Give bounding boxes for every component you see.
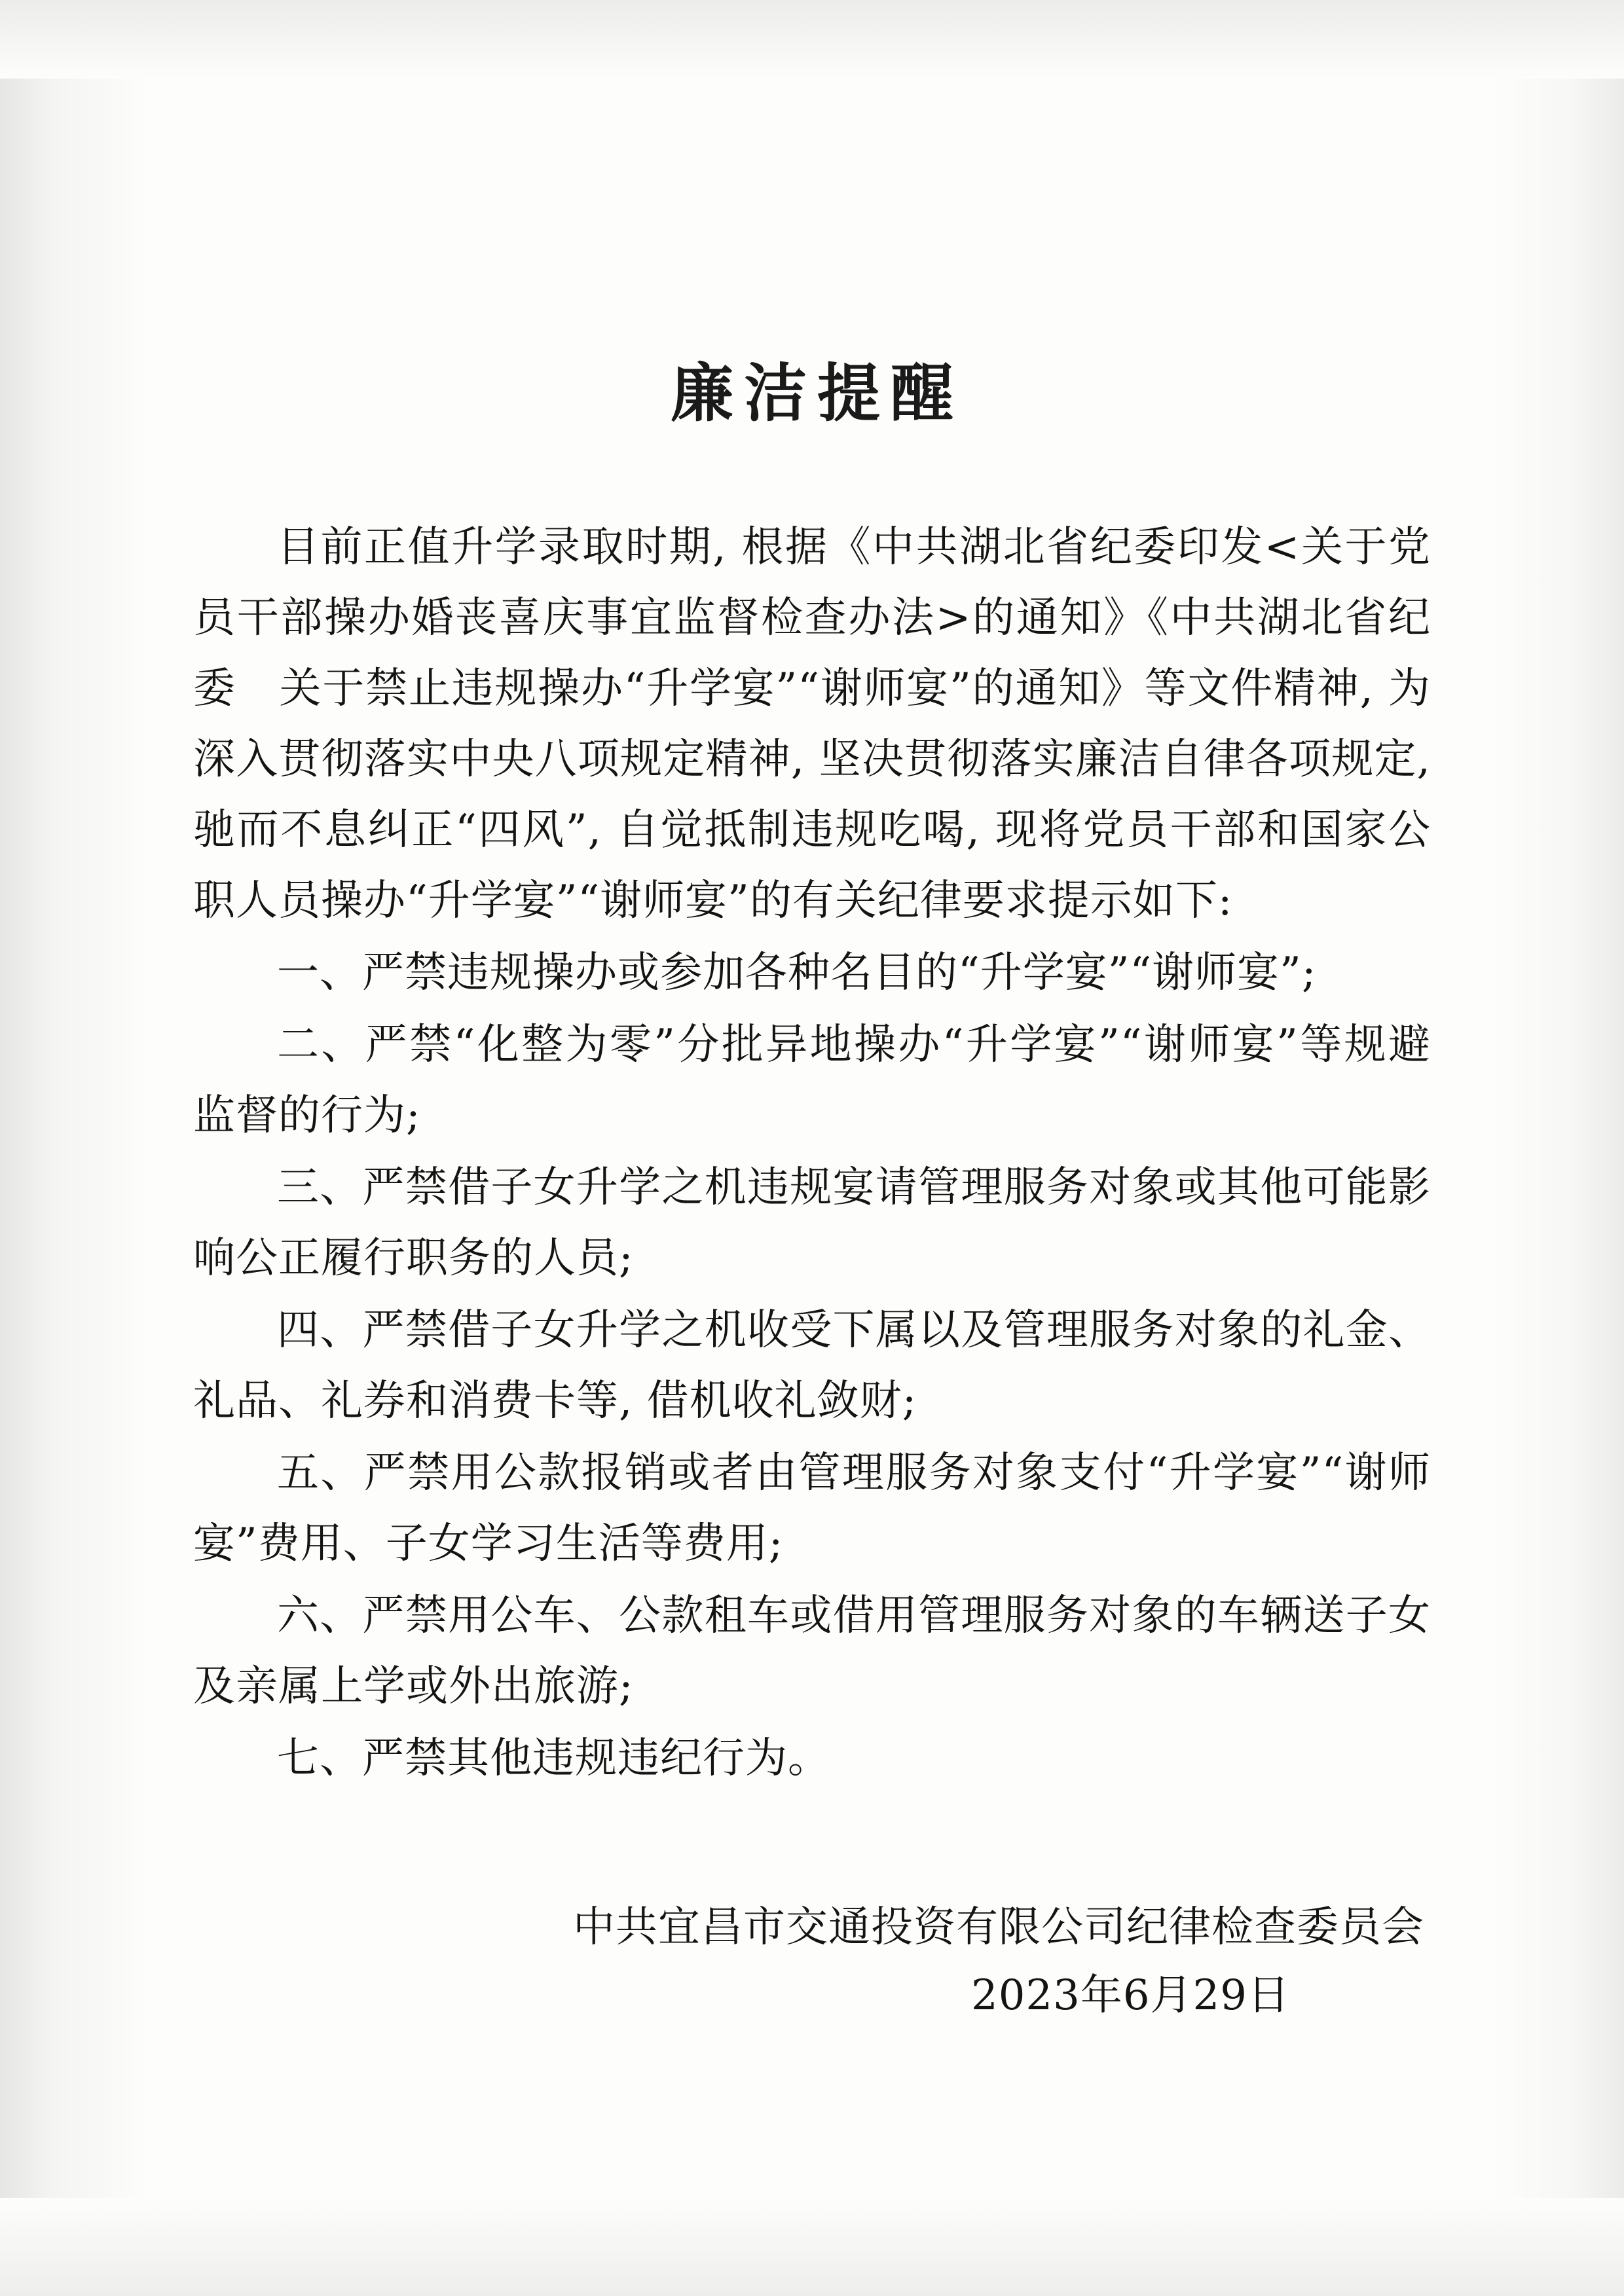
paragraph-rule-5: 五、严禁用公款报销或者由管理服务对象支付“升学宴”“谢师宴”费用、子女学习生活等费用; xyxy=(193,1449,1431,1568)
paragraph-intro: 目前正值升学录取时期, 根据《中共湖北省纪委印发<关于党员干部操办婚丧喜庆事宜监督检查办法>的通知》《中共湖北省纪委 关于禁止违规操办“升学宴”“谢师宴”的通知》等文件精神, 为深入贯彻落实中央八项规定精神, 坚决贯彻落实廉洁自律各项规定, 驰而不息纠正“四风”, 自觉抵制违规吃喝, 现将党员干部和国家公职人员操办“升学宴”“谢师宴”的有关纪律要求提示如下: xyxy=(193,523,1431,925)
paragraph-rule-1: 一、严禁违规操办或参加各种名目的“升学宴”“谢师宴”; xyxy=(277,949,1317,997)
signature-block xyxy=(193,1795,1431,2030)
document-body xyxy=(193,433,1431,1794)
paragraph-rule-4: 四、严禁借子女升学之机收受下属以及管理服务对象的礼金、礼品、礼券和消费卡等, 借机收礼敛财; xyxy=(193,1306,1431,1425)
paragraph-rule-2: 二、严禁“化整为零”分批异地操办“升学宴”“谢师宴”等规避监督的行为; xyxy=(193,1021,1431,1140)
paragraph-rule-6: 六、严禁用公车、公款租车或借用管理服务对象的车辆送子女及亲属上学或外出旅游; xyxy=(193,1592,1431,1711)
page-title: 廉洁提醒 xyxy=(671,356,964,430)
paragraph-rule-3: 三、严禁借子女升学之机违规宴请管理服务对象或其他可能影响公正履行职务的人员; xyxy=(193,1163,1431,1283)
signature-date: 2023年6月29日 xyxy=(970,1971,1290,2020)
signature-organization: 中共宜昌市交通投资有限公司纪律检查委员会 xyxy=(573,1903,1424,1952)
paragraph-rule-7: 七、严禁其他违规违纪行为。 xyxy=(277,1734,830,1783)
